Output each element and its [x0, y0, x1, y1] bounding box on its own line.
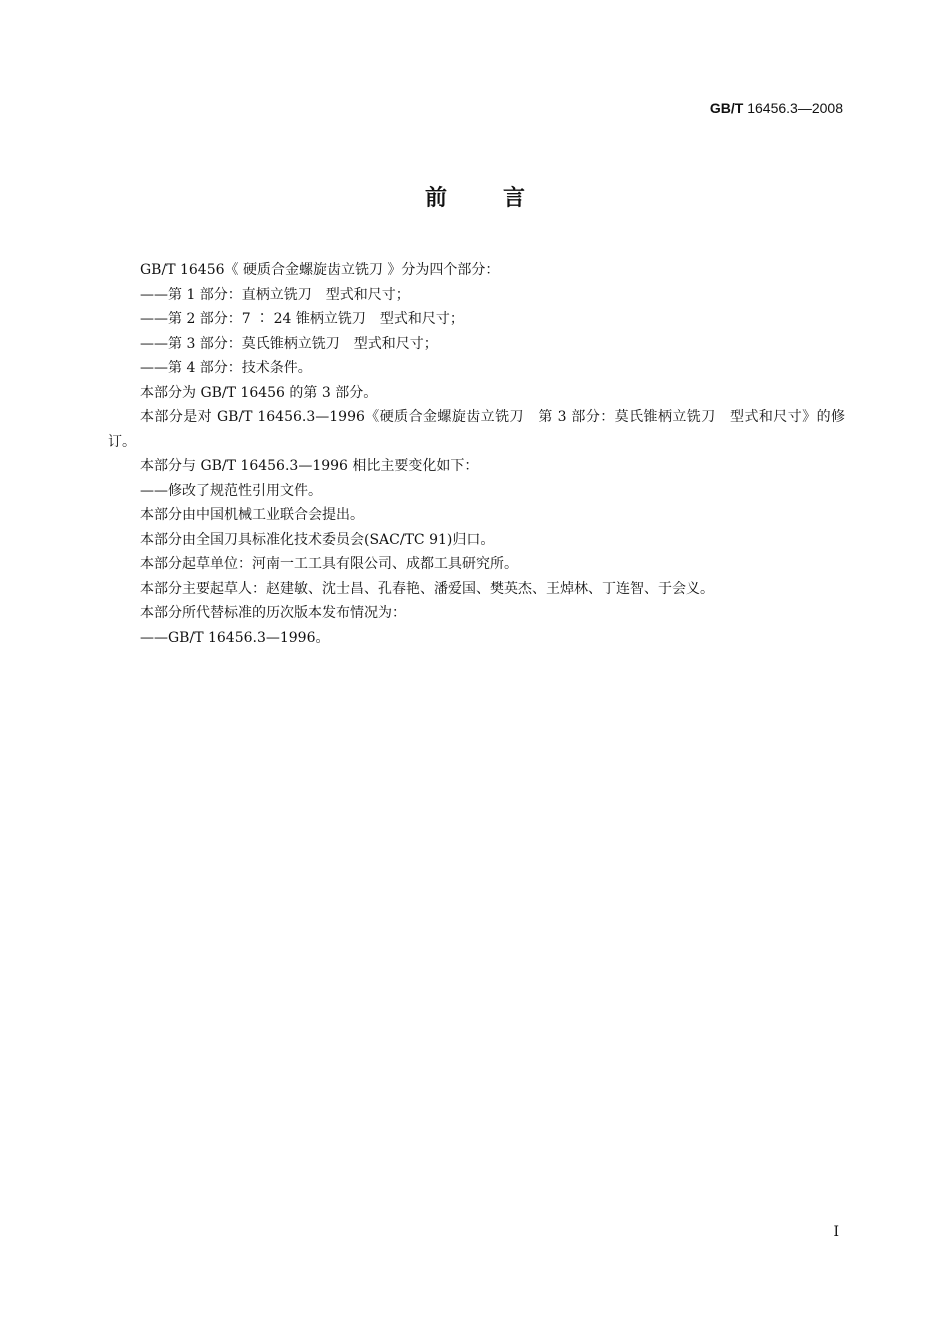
- paragraph-centralized-by: 本部分由全国刀具标准化技术委员会(SAC/TC 91)归口。: [140, 531, 495, 548]
- list-item-part-4: ——第 4 部分：技术条件。: [140, 360, 312, 376]
- page-number: I: [833, 1224, 839, 1240]
- paragraph-parts-intro: GB/T 16456《 硬质合金螺旋齿立铣刀 》分为四个部分：: [140, 262, 500, 278]
- paragraph-drafting-units: 本部分起草单位：河南一工工具有限公司、成都工具研究所。: [140, 556, 518, 572]
- paragraph-history-intro: 本部分所代替标准的历次版本发布情况为：: [140, 605, 406, 621]
- standard-number: 16456.3—2008: [747, 100, 843, 116]
- paragraph-drafters: 本部分主要起草人：赵建敏、沈士昌、孔春艳、潘爱国、樊英杰、王焯林、丁连智、于会义。: [140, 580, 714, 597]
- standard-number-header: [710, 100, 843, 116]
- list-item-part-1: ——第 1 部分：直柄立铣刀 型式和尺寸；: [140, 286, 410, 303]
- paragraph-this-part: 本部分为 GB/T 16456 的第 3 部分。: [140, 384, 378, 401]
- list-item-history: ——GB/T 16456.3—1996。: [140, 629, 330, 646]
- list-item-part-3: ——第 3 部分：莫氏锥柄立铣刀 型式和尺寸；: [140, 335, 438, 352]
- paragraph-proposed-by: 本部分由中国机械工业联合会提出。: [140, 507, 364, 523]
- foreword-body: [108, 258, 845, 650]
- page-title: 前言: [424, 186, 581, 211]
- paragraph-changes-intro: 本部分与 GB/T 16456.3—1996 相比主要变化如下：: [140, 458, 479, 474]
- paragraph-revision: 本部分是对 GB/T 16456.3—1996《硬质合金螺旋齿立铣刀 第 3 部分：莫氏锥柄立铣刀 型式和尺寸》的修订。: [108, 409, 845, 450]
- list-item-change: ——修改了规范性引用文件。: [140, 482, 322, 499]
- list-item-part-2: ——第 2 部分：7 ∶ 24 锥柄立铣刀 型式和尺寸；: [140, 311, 464, 327]
- standard-prefix: GB/T: [709, 100, 744, 116]
